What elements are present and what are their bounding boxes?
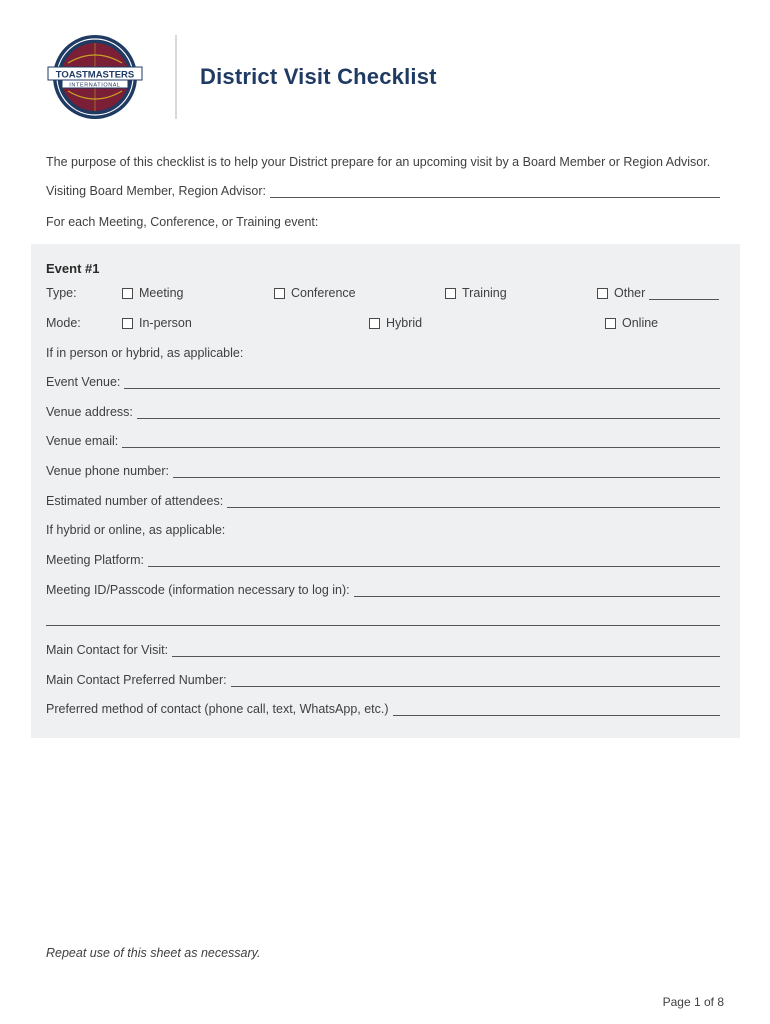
phone-input-line[interactable] bbox=[173, 465, 720, 478]
page-number: Page 1 of 8 bbox=[662, 995, 724, 1009]
email-label: Venue email: bbox=[46, 434, 119, 448]
logo-wordmark: TOASTMASTERS bbox=[55, 69, 135, 81]
phone-field-row bbox=[46, 464, 720, 478]
type-option-conference[interactable] bbox=[274, 286, 356, 300]
type-option-meeting[interactable] bbox=[122, 286, 183, 300]
option-label: Other bbox=[614, 286, 646, 300]
contact-method-input-line[interactable] bbox=[393, 703, 720, 716]
phone-label: Venue phone number: bbox=[46, 464, 170, 478]
option-label: Training bbox=[462, 286, 507, 300]
page-title: District Visit Checklist bbox=[200, 64, 437, 89]
email-field-row bbox=[46, 434, 720, 448]
contact-input-line[interactable] bbox=[172, 644, 720, 657]
logo-subword: INTERNATIONAL bbox=[69, 82, 121, 89]
checkbox-icon[interactable] bbox=[605, 318, 616, 329]
address-input-line[interactable] bbox=[137, 406, 720, 419]
type-option-training[interactable] bbox=[445, 286, 507, 300]
meeting-id-continuation-row bbox=[46, 613, 720, 626]
option-label: Conference bbox=[291, 286, 356, 300]
checkbox-icon[interactable] bbox=[274, 288, 285, 299]
type-option-other[interactable] bbox=[597, 286, 719, 300]
contact-method-label: Preferred method of contact (phone call, text, WhatsApp, etc.) bbox=[46, 702, 389, 716]
contact-number-field-row bbox=[46, 673, 720, 687]
address-label: Venue address: bbox=[46, 405, 133, 419]
checkbox-icon[interactable] bbox=[122, 288, 133, 299]
visitor-field-row bbox=[46, 184, 720, 198]
each-event-text: For each Meeting, Conference, or Training event: bbox=[46, 215, 319, 229]
in-person-note: If in person or hybrid, as applicable: bbox=[46, 346, 244, 360]
mode-label: Mode: bbox=[46, 316, 81, 330]
venue-label: Event Venue: bbox=[46, 375, 121, 389]
purpose-text: The purpose of this checklist is to help your District prepare for an upcoming visit by a Board Member or Region Advisor. bbox=[46, 155, 711, 169]
online-note: If hybrid or online, as applicable: bbox=[46, 523, 226, 537]
option-label: Meeting bbox=[139, 286, 184, 300]
checkbox-icon[interactable] bbox=[445, 288, 456, 299]
meeting-id-input-line[interactable] bbox=[354, 584, 720, 597]
meeting-id-label: Meeting ID/Passcode (information necessary to log in): bbox=[46, 583, 350, 597]
contact-number-label: Main Contact Preferred Number: bbox=[46, 673, 227, 687]
visitor-label: Visiting Board Member, Region Advisor: bbox=[46, 184, 267, 198]
checkbox-icon[interactable] bbox=[597, 288, 608, 299]
platform-field-row bbox=[46, 553, 720, 567]
type-label: Type: bbox=[46, 286, 77, 300]
contact-label: Main Contact for Visit: bbox=[46, 643, 169, 657]
venue-field-row bbox=[46, 375, 720, 389]
visitor-input-line[interactable] bbox=[270, 185, 720, 198]
meeting-id-field-row bbox=[46, 583, 720, 597]
option-label: Hybrid bbox=[386, 316, 423, 330]
header-divider bbox=[175, 35, 177, 119]
attendees-input-line[interactable] bbox=[227, 495, 720, 508]
address-field-row bbox=[46, 405, 720, 419]
contact-number-input-line[interactable] bbox=[231, 674, 720, 687]
platform-label: Meeting Platform: bbox=[46, 553, 144, 567]
platform-input-line[interactable] bbox=[148, 554, 720, 567]
mode-option-online[interactable] bbox=[605, 316, 658, 330]
toastmasters-logo bbox=[46, 33, 144, 121]
attendees-field-row bbox=[46, 494, 720, 508]
other-input-line[interactable] bbox=[649, 287, 719, 300]
mode-option-hybrid[interactable] bbox=[369, 316, 422, 330]
mode-option-in-person[interactable] bbox=[122, 316, 192, 330]
option-label: Online bbox=[622, 316, 659, 330]
venue-input-line[interactable] bbox=[124, 376, 720, 389]
option-label: In-person bbox=[139, 316, 192, 330]
contact-method-field-row bbox=[46, 702, 720, 716]
email-input-line[interactable] bbox=[122, 435, 720, 448]
checkbox-icon[interactable] bbox=[122, 318, 133, 329]
repeat-note: Repeat use of this sheet as necessary. bbox=[46, 946, 261, 960]
checkbox-icon[interactable] bbox=[369, 318, 380, 329]
contact-field-row bbox=[46, 643, 720, 657]
meeting-id-input-line-2[interactable] bbox=[46, 613, 720, 626]
event-title: Event #1 bbox=[46, 261, 100, 276]
attendees-label: Estimated number of attendees: bbox=[46, 494, 224, 508]
